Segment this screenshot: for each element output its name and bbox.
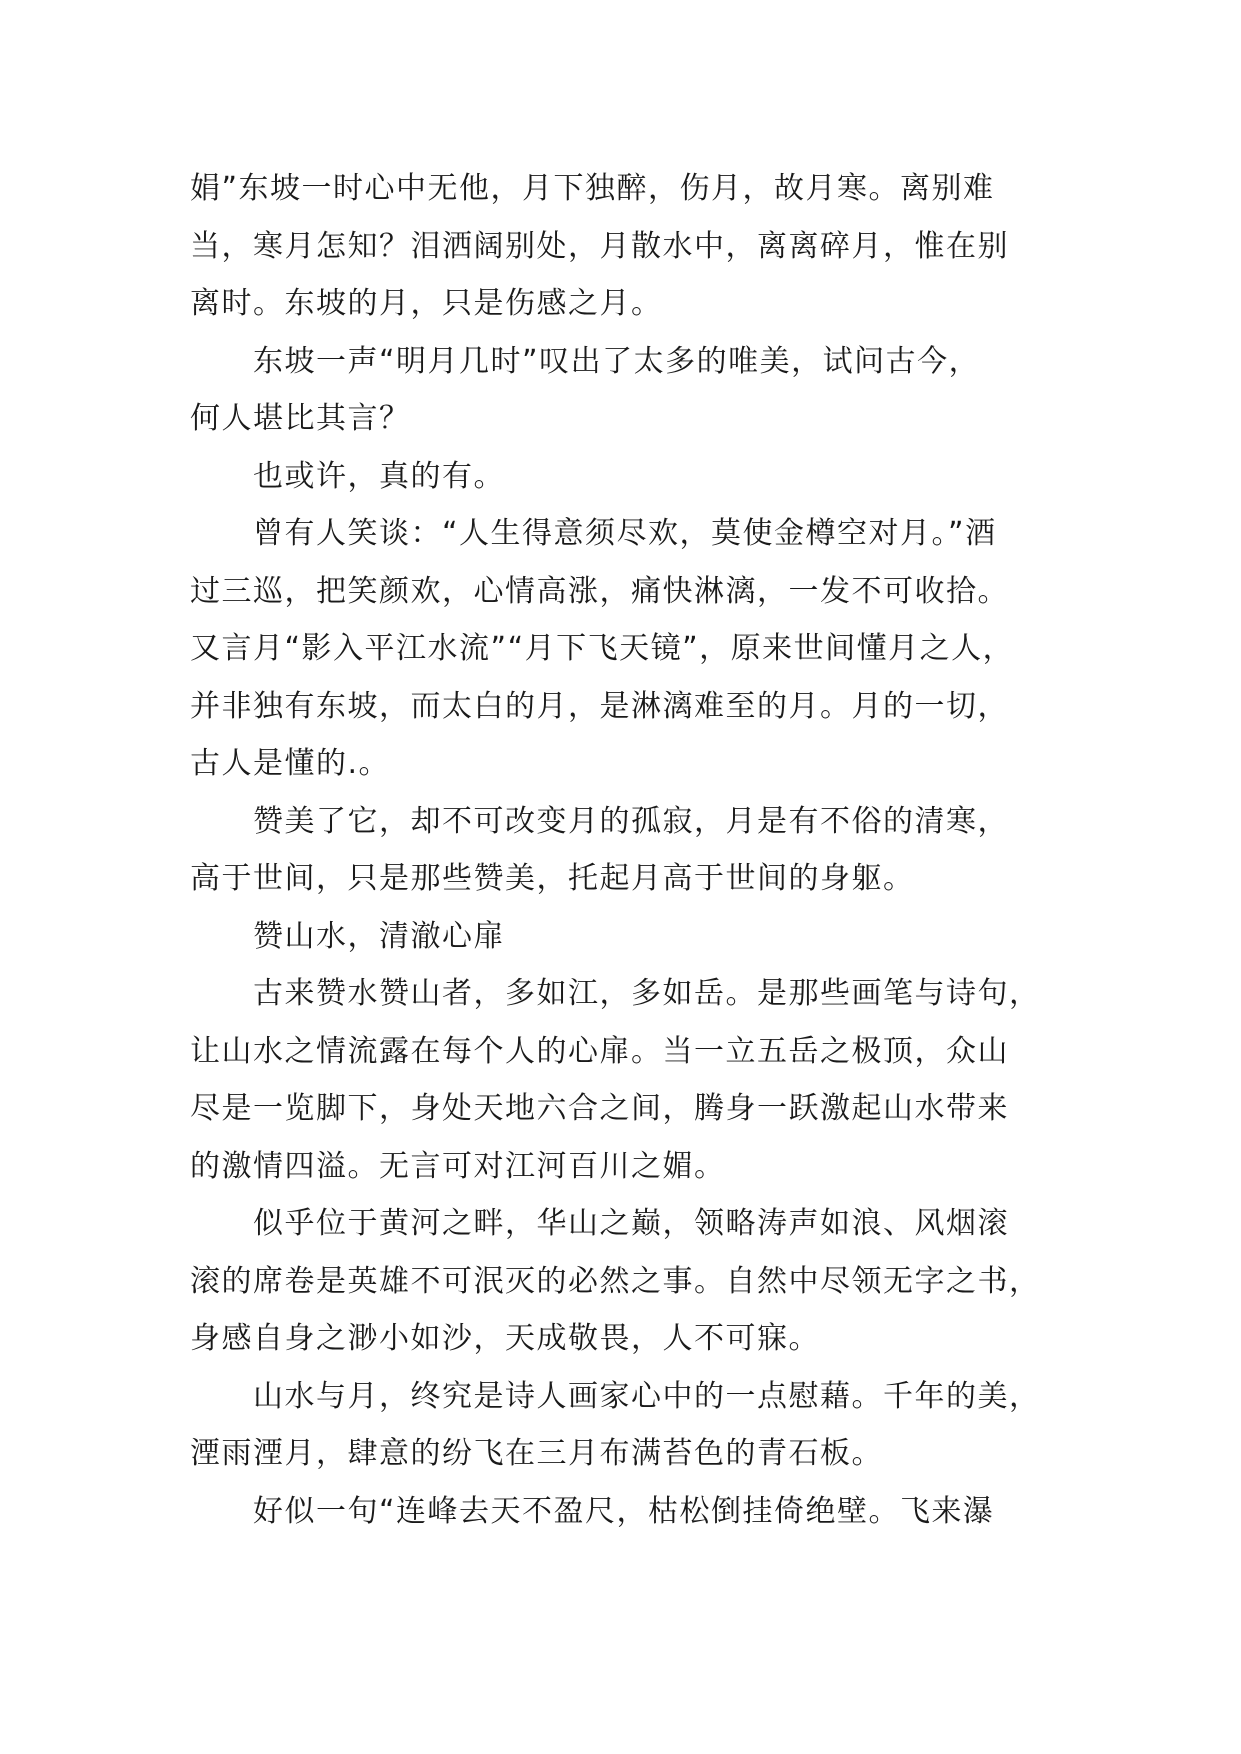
text-line: 尽是一览脚下，身处天地六合之间，腾身一跃激起山水带来 — [190, 1091, 1009, 1126]
text-line: 好似一句“连峰去天不盈尺，枯松倒挂倚绝壁。飞来瀑 — [253, 1493, 995, 1529]
text-line: 东坡一声“明月几时”叹出了太多的唯美，试问古今， — [253, 343, 981, 379]
text-line: 离时。东坡的月，只是伤感之月。 — [190, 286, 663, 321]
text-line: 的激情四溢。无言可对江河百川之媚。 — [190, 1148, 726, 1184]
text-line: 古人是懂的.。 — [190, 746, 391, 781]
text-line: 何人堪比其言？ — [190, 401, 411, 436]
text-line: 娟”东坡一时心中无他，月下独醉，伤月，故月寒。离别难 — [190, 171, 995, 206]
text-line: 赞美了它，却不可改变月的孤寂，月是有不俗的清寒， — [253, 803, 1009, 839]
text-line: 古来赞水赞山者，多如江，多如岳。是那些画笔与诗句， — [253, 976, 1041, 1011]
text-line: 高于世间，只是那些赞美，托起月高于世间的身躯。 — [190, 861, 915, 896]
text-line: 当，寒月怎知？泪洒阔别处，月散水中，离离碎月，惟在别 — [190, 228, 1009, 264]
text-line: 又言月“影入平江水流”“月下飞天镜”，原来世间懂月之人， — [190, 631, 1015, 666]
text-line: 曾有人笑谈：“人生得意须尽欢，莫使金樽空对月。”酒 — [253, 516, 997, 551]
document-body — [190, 160, 1060, 1540]
text-line: 似乎位于黄河之畔，华山之巅，领略涛声如浪、风烟滚 — [253, 1206, 1009, 1241]
text-line: 滚的席卷是英雄不可泯灭的必然之事。自然中尽领无字之书， — [190, 1263, 1041, 1299]
text-line: 并非独有东坡，而太白的月，是淋漓难至的月。月的一切， — [190, 688, 1009, 724]
text-line: 也或许，真的有。 — [253, 458, 505, 494]
text-line: 身感自身之渺小如沙，天成敬畏，人不可寐。 — [190, 1321, 820, 1356]
text-line: 山水与月，终究是诗人画家心中的一点慰藉。千年的美， — [253, 1378, 1041, 1414]
text-line: 湮雨湮月，肆意的纷飞在三月布满苔色的青石板。 — [190, 1436, 883, 1471]
text-line: 让山水之情流露在每个人的心扉。当一立五岳之极顶，众山 — [190, 1033, 1009, 1069]
text-line: 过三巡，把笑颜欢，心情高涨，痛快淋漓，一发不可收拾。 — [190, 573, 1009, 609]
section-heading: 赞山水，清澈心扉 — [253, 918, 505, 954]
